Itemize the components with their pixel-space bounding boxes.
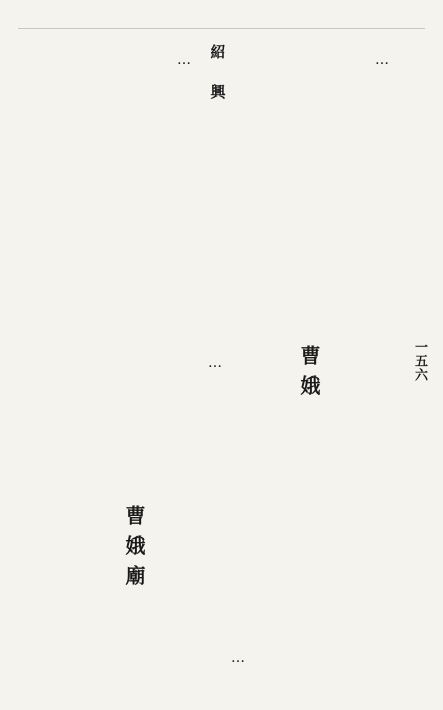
header-rule — [18, 28, 425, 29]
text-block-top: … — [176, 52, 192, 70]
running-title-char: 興 — [210, 83, 226, 101]
text-block-middle: … — [207, 355, 223, 373]
text-block-right: … — [374, 52, 390, 70]
running-title-char: 紹 — [210, 43, 226, 61]
page-number: 一五六 — [412, 340, 427, 382]
running-title — [209, 32, 227, 112]
section-title: 曹娥廟 — [122, 505, 146, 595]
text-block-bottom: … — [230, 650, 246, 668]
section-title: 曹娥 — [297, 345, 321, 405]
